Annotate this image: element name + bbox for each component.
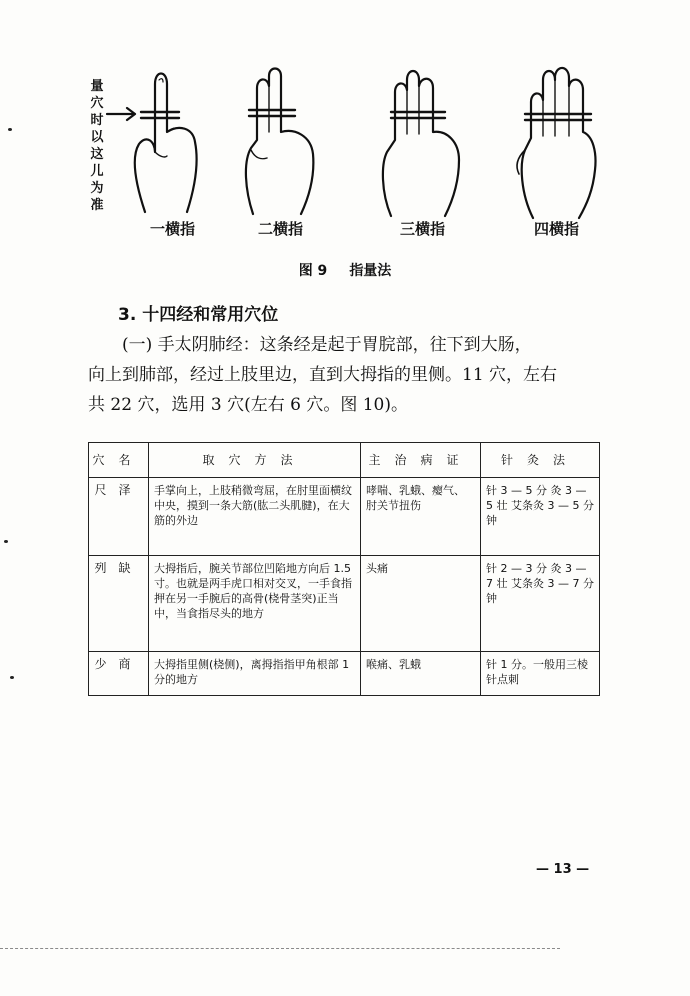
hand-label-4: 四横指 [534,220,580,238]
table-row [89,478,600,556]
point-technique: 针 1 分。一般用三棱针点刺 [481,652,600,696]
body-paragraph [88,330,608,420]
figure-caption [0,260,690,280]
scan-speck [8,128,12,131]
scan-speck [4,540,8,543]
table-row [89,652,600,696]
paragraph-line-1: (一) 手太阴肺经：这条经是起于胃脘部，往下到大肠， [122,335,532,355]
figure-number: 图 9 [298,263,328,279]
hand-four-finger-illustration [517,68,596,218]
hand-one-finger-illustration [135,74,197,213]
hand-label-2: 二横指 [258,220,304,238]
arrow-icon [107,108,135,120]
point-indication: 头痛 [361,556,481,652]
section-heading: 3. 十四经和常用穴位 [118,305,279,325]
point-method: 大拇指里侧(桡侧)，离拇指指甲角根部 1 分的地方 [149,652,361,696]
acupoint-table [88,442,600,696]
table-header-row [89,443,600,478]
point-name: 少商 [89,652,149,696]
measure-reference-label: 量穴时以这儿为准 [90,79,104,213]
hand-label-1: 一横指 [150,220,196,238]
point-technique: 针 2 — 3 分 灸 3 — 7 壮 艾条灸 3 — 7 分钟 [481,556,600,652]
hand-three-finger-illustration [383,71,459,216]
paragraph-line-2: 向上到肺部，经过上肢里边，直到大拇指的里侧。11 穴，左右 [88,365,558,385]
page-number: — 13 — [536,862,590,877]
point-indication: 哮喘、乳蛾、瘿气、肘关节扭伤 [361,478,481,556]
header-method: 取穴方法 [149,443,361,478]
point-indication: 喉痛、乳蛾 [361,652,481,696]
point-technique: 针 3 — 5 分 灸 3 — 5 壮 艾条灸 3 — 5 分钟 [481,478,600,556]
header-indication: 主治病证 [361,443,481,478]
point-method: 手掌向上，上肢稍微弯屈，在肘里面横纹中央，摸到一条大筋(肱二头肌腱)，在大筋的外边 [149,478,361,556]
figure-title: 指量法 [349,263,392,279]
hand-two-finger-illustration [246,69,313,215]
paragraph-line-3: 共 22 穴，选用 3 穴(左右 6 穴。图 10)。 [88,395,408,415]
header-technique: 针灸法 [481,443,600,478]
point-method: 大拇指后，腕关节部位凹陷地方向后 1.5 寸。也就是两手虎口相对交叉，一手食指押在另一手腕后的高骨(桡骨茎突)正当中，当食指尽头的地方 [149,556,361,652]
point-name: 列缺 [89,556,149,652]
table-row [89,556,600,652]
scan-edge-line [0,948,560,949]
point-name: 尺泽 [89,478,149,556]
header-point-name: 穴名 [89,443,149,478]
scan-speck [10,676,14,679]
hand-label-3: 三横指 [400,220,446,238]
finger-measurement-figure [105,62,605,232]
